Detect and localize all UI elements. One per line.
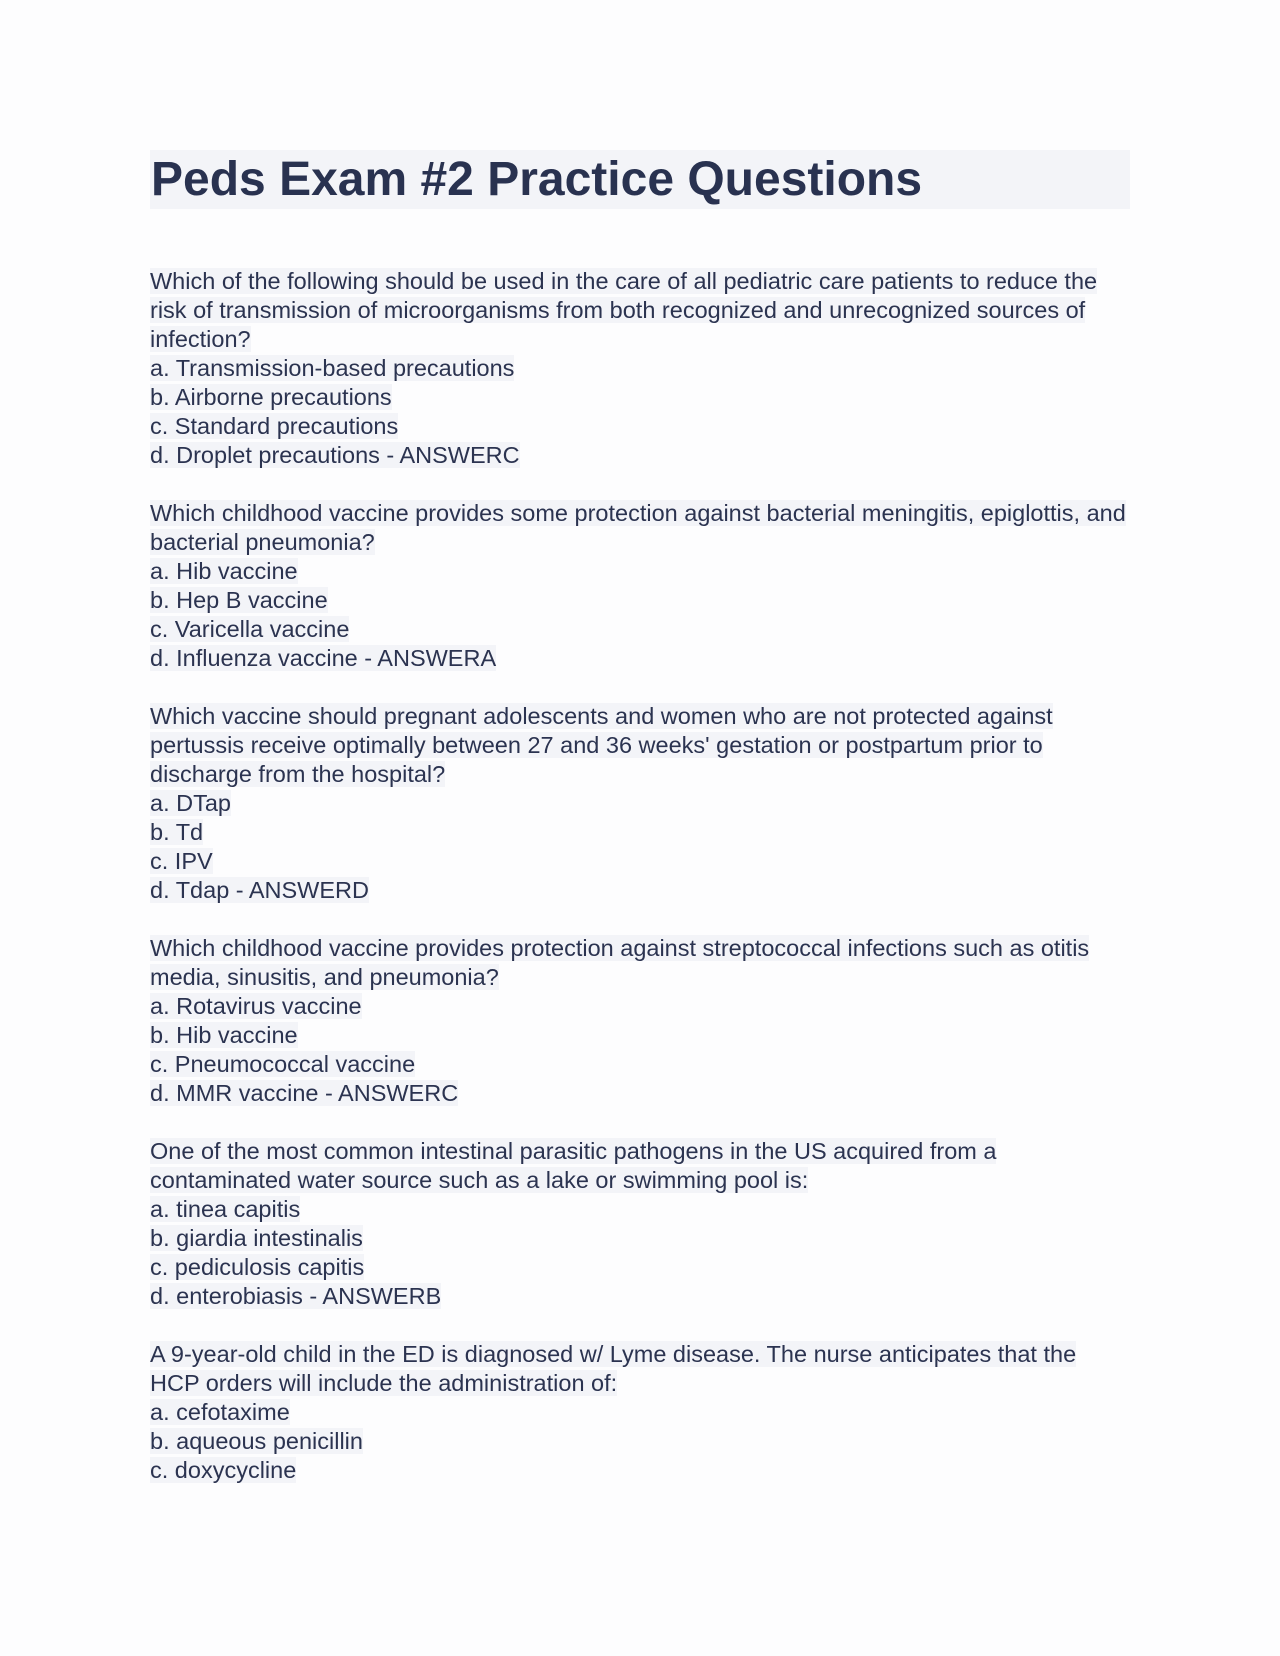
question-block bbox=[150, 1137, 1130, 1311]
answer-option: d. Influenza vaccine - ANSWERA bbox=[150, 645, 497, 671]
question-text: Which childhood vaccine provides protection against streptococcal infections such as otitis media, sinusitis, and pneumonia? bbox=[150, 935, 1090, 990]
answer-option: c. doxycycline bbox=[150, 1457, 297, 1483]
answer-option: d. enterobiasis - ANSWERB bbox=[150, 1283, 442, 1309]
answer-option: d. Droplet precautions - ANSWERC bbox=[150, 442, 520, 468]
answer-option: c. Pneumococcal vaccine bbox=[150, 1051, 416, 1077]
document-page bbox=[150, 150, 1130, 1514]
answer-option: b. giardia intestinalis bbox=[150, 1225, 363, 1251]
question-block bbox=[150, 934, 1130, 1108]
question-block bbox=[150, 499, 1130, 673]
answer-option: b. aqueous penicillin bbox=[150, 1428, 363, 1454]
question-text: One of the most common intestinal parasitic pathogens in the US acquired from a contaminated water source such as a lake or swimming pool is: bbox=[150, 1138, 997, 1193]
answer-option: b. Hib vaccine bbox=[150, 1022, 298, 1048]
question-text: A 9-year-old child in the ED is diagnosed w/ Lyme disease. The nurse anticipates that the HCP orders will include the administration of: bbox=[150, 1341, 1077, 1396]
title-banner bbox=[150, 150, 1130, 209]
answer-option: a. Transmission-based precautions bbox=[150, 355, 515, 381]
question-text: Which vaccine should pregnant adolescents and women who are not protected against pertussis receive optimally between 27 and 36 weeks' gestation or postpartum prior to discharge from the hospital? bbox=[150, 703, 1053, 787]
answer-option: c. IPV bbox=[150, 848, 213, 874]
question-block bbox=[150, 702, 1130, 905]
answer-option: d. Tdap - ANSWERD bbox=[150, 877, 369, 903]
question-list bbox=[150, 267, 1130, 1485]
answer-option: c. Varicella vaccine bbox=[150, 616, 350, 642]
answer-option: a. cefotaxime bbox=[150, 1399, 290, 1425]
answer-option: a. tinea capitis bbox=[150, 1196, 301, 1222]
answer-option: c. Standard precautions bbox=[150, 413, 399, 439]
answer-option: b. Td bbox=[150, 819, 204, 845]
page-title: Peds Exam #2 Practice Questions bbox=[151, 153, 923, 206]
answer-option: c. pediculosis capitis bbox=[150, 1254, 365, 1280]
answer-option: b. Hep B vaccine bbox=[150, 587, 328, 613]
question-block bbox=[150, 1340, 1130, 1485]
question-text: Which of the following should be used in the care of all pediatric care patients to reduce the risk of transmission of microorganisms from both recognized and unrecognized sources of infection? bbox=[150, 268, 1098, 352]
question-text: Which childhood vaccine provides some protection against bacterial meningitis, epiglottis, and bacterial pneumonia? bbox=[150, 500, 1126, 555]
answer-option: a. Hib vaccine bbox=[150, 558, 298, 584]
answer-option: a. Rotavirus vaccine bbox=[150, 993, 362, 1019]
answer-option: d. MMR vaccine - ANSWERC bbox=[150, 1080, 459, 1106]
question-block bbox=[150, 267, 1130, 470]
answer-option: b. Airborne precautions bbox=[150, 384, 392, 410]
answer-option: a. DTap bbox=[150, 790, 231, 816]
